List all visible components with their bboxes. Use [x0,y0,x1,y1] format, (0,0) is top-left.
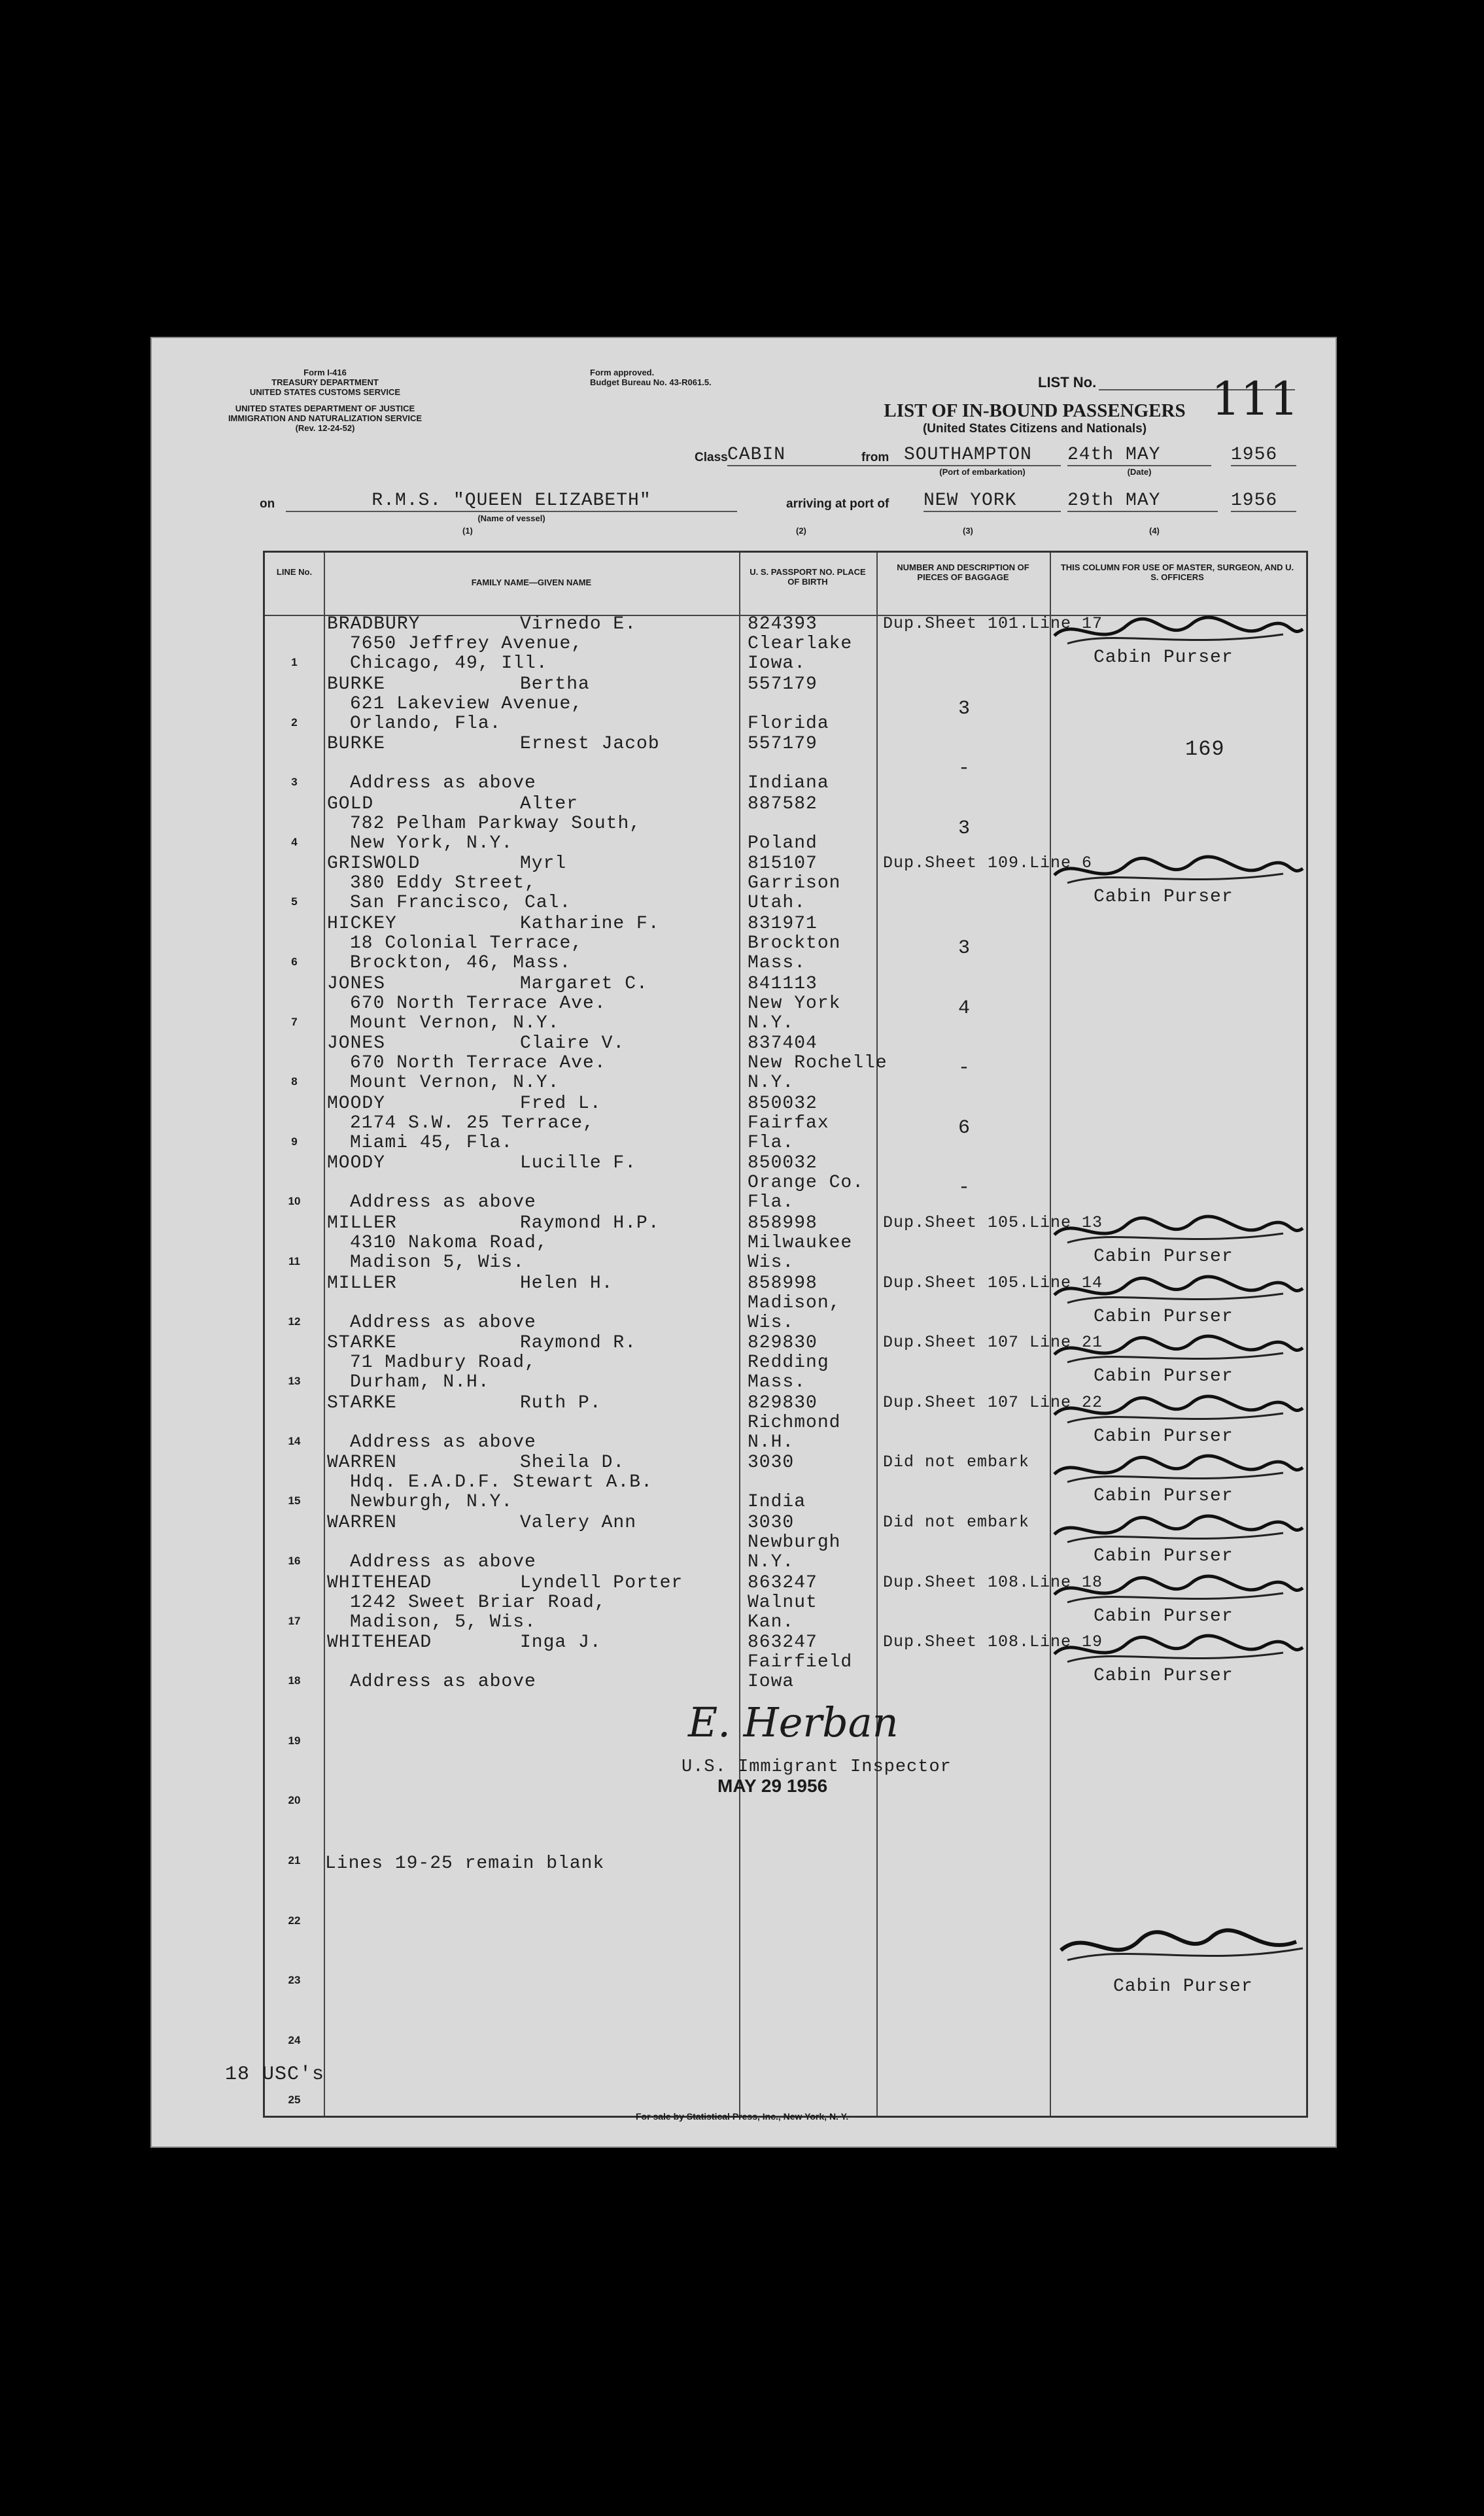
entry-given: Valery Ann [520,1513,637,1533]
entry-birth2: Kan. [748,1611,795,1632]
entry-family: STARKE [327,1392,397,1413]
entry-addr2: Mount Vernon, N.Y. [350,1073,560,1094]
entry-baggage: Did not embark [883,1513,1030,1532]
arrival-date: 29th MAY [1067,491,1218,512]
entry-given: Helen H. [520,1273,613,1294]
entry-baggage: 3 [958,817,971,840]
agency-block [217,368,433,433]
entry-family: GOLD [327,793,374,814]
arrival-port: NEW YORK [923,491,1061,512]
entry-birth1: New Rochelle [748,1053,888,1074]
entry-birth2: Fla. [748,1192,795,1213]
entry-passport: 829830 [748,1392,818,1413]
entry-family: BRADBURY [327,614,421,634]
divider [876,553,878,2116]
entry-baggage: Dup.Sheet 107 Line 21 [883,1333,1103,1353]
entry-addr2: Mount Vernon, N.Y. [350,1012,560,1033]
line-number: 23 [288,1974,301,1987]
entry-addr1: 2174 S.W. 25 Terrace, [350,1112,595,1133]
entry-birth2: Florida [748,713,829,734]
entry-baggage: Dup.Sheet 107 Line 22 [883,1392,1103,1412]
entry-family: WARREN [327,1513,397,1533]
entry-given: Virnedo E. [520,614,637,634]
line-number: 18 [288,1674,301,1687]
class-label: Class [695,451,728,464]
entry-baggage: - [958,757,971,780]
entry-baggage: Dup.Sheet 105.Line 13 [883,1213,1103,1232]
line-number: 2 [291,715,298,729]
entry-baggage: 6 [958,1116,971,1139]
entry-birth2: Mass. [748,1372,806,1393]
date-caption: (Date) [1127,467,1152,477]
entry-family: WHITEHEAD [327,1632,432,1653]
entry-baggage: 3 [958,697,971,720]
line-number: 5 [291,895,298,908]
class-value: CABIN [727,445,910,466]
entry-given: Lucille F. [520,1153,637,1174]
entry-family: HICKEY [327,914,397,934]
entry-birth2: N.H. [748,1432,795,1453]
line-number: 19 [288,1734,301,1747]
cabin-purser-label: Cabin Purser [1094,1486,1234,1507]
divider [739,553,740,2116]
count-note: 169 [1185,737,1225,761]
entry-passport: 557179 [748,734,818,755]
on-label: on [260,497,275,511]
entry-passport: 850032 [748,1093,818,1114]
entry-addr2: Address as above [350,773,536,794]
entry-addr1: 670 North Terrace Ave. [350,993,606,1014]
entry-birth1: Fairfax [748,1112,829,1133]
col-num-2: (2) [796,526,806,536]
entry-family: WHITEHEAD [327,1572,432,1593]
entry-given: Margaret C. [520,973,648,994]
entry-birth2: Mass. [748,953,806,973]
entry-given: Inga J. [520,1632,602,1653]
entry-baggage: Dup.Sheet 105.Line 14 [883,1273,1103,1292]
line-number: 14 [288,1434,301,1447]
from-label: from [861,451,889,464]
ins-service: IMMIGRATION AND NATURALIZATION SERVICE [228,413,423,423]
line-number: 4 [291,835,298,848]
entry-addr2: Durham, N.H. [350,1372,490,1393]
cabin-purser-label: Cabin Purser [1094,647,1234,668]
entry-birth1: Newburgh [748,1532,841,1553]
entry-given: Sheila D. [520,1453,625,1473]
entry-addr2: Chicago, 49, Ill. [350,653,548,674]
line-number: 20 [288,1794,301,1807]
entry-addr2: Address as above [350,1312,536,1333]
entry-given: Ruth P. [520,1392,602,1413]
entry-baggage: Did not embark [883,1453,1030,1472]
col-num-4: (4) [1149,526,1160,536]
entry-family: BURKE [327,734,386,755]
entry-addr2: New York, N.Y. [350,833,513,853]
cabin-purser-label: Cabin Purser [1094,1666,1234,1687]
line-number: 6 [291,956,298,968]
entry-passport: 863247 [748,1632,818,1653]
entry-baggage: 4 [958,997,971,1020]
entry-addr2: Orlando, Fla. [350,713,502,734]
depart-date: 24th MAY [1067,445,1211,466]
entry-addr1: 621 Lakeview Avenue, [350,693,583,714]
entry-birth1: Redding [748,1353,829,1373]
entry-addr2: Miami 45, Fla. [350,1132,513,1153]
entry-addr2: Address as above [350,1432,536,1453]
entry-passport: 3030 [748,1513,795,1533]
line-number: 24 [288,2033,301,2046]
vessel-caption: (Name of vessel) [477,513,545,523]
entry-addr2: Madison, 5, Wis. [350,1611,536,1632]
entry-baggage: Dup.Sheet 108.Line 18 [883,1572,1103,1592]
entry-birth1: Walnut [748,1592,818,1613]
entry-birth2: Iowa. [748,653,806,674]
form-number: Form I-416 [303,368,347,377]
entry-given: Claire V. [520,1033,625,1054]
blank-lines-note: Lines 19-25 remain blank [325,1853,605,1874]
entry-addr1: 71 Madbury Road, [350,1353,536,1373]
line-number: 12 [288,1315,301,1328]
cabin-purser-label: Cabin Purser [1094,1546,1234,1566]
line-number: 13 [288,1375,301,1388]
col-header-baggage: NUMBER AND DESCRIPTION OF PIECES OF BAGGAGE [897,562,1029,582]
list-no-label: LIST No. [1038,374,1097,390]
entry-baggage: - [958,1177,971,1199]
from-port: SOUTHAMPTON [904,445,1061,466]
line-number: 15 [288,1494,301,1508]
entry-family: GRISWOLD [327,853,421,874]
entry-passport: 841113 [748,973,818,994]
col-header-name: FAMILY NAME—GIVEN NAME [471,577,592,587]
entry-family: WARREN [327,1453,397,1473]
vessel-name: R.M.S. "QUEEN ELIZABETH" [286,491,737,512]
entry-passport: 824393 [748,614,818,634]
entry-birth1: Garrison [748,873,841,894]
line-number: 17 [288,1614,301,1627]
customs-service: UNITED STATES CUSTOMS SERVICE [249,387,401,397]
cabin-purser-label: Cabin Purser [1113,1976,1253,1997]
entry-addr1: 1242 Sweet Briar Road, [350,1592,606,1613]
entry-family: BURKE [327,674,386,695]
depart-year: 1956 [1231,445,1296,466]
line-number: 1 [291,656,298,668]
line-number: 10 [288,1195,301,1208]
entry-birth1: Richmond [748,1412,841,1433]
line-number: 22 [288,1914,301,1927]
entry-family: MILLER [327,1273,397,1294]
entry-addr2: Brockton, 46, Mass. [350,953,572,973]
entry-given: Lyndell Porter [520,1572,683,1593]
entry-birth1: Brockton [748,933,841,954]
entry-baggage: Dup.Sheet 101.Line 17 [883,614,1103,633]
stamp-date: MAY 29 1956 [717,1776,828,1796]
line-number: 21 [288,1854,301,1867]
entry-baggage: Dup.Sheet 109.Line 6 [883,853,1093,873]
cabin-purser-label: Cabin Purser [1094,1306,1234,1327]
entry-given: Ernest Jacob [520,734,660,755]
entry-birth2: India [748,1492,806,1513]
entry-family: MILLER [327,1213,397,1233]
entry-family: MOODY [327,1153,386,1174]
entry-birth1: Madison, [748,1292,841,1313]
entry-baggage: Dup.Sheet 108.Line 19 [883,1632,1103,1652]
port-caption: (Port of embarkation) [939,467,1026,477]
entry-addr1: 782 Pelham Parkway South, [350,813,642,834]
entry-given: Bertha [520,674,590,695]
entry-family: JONES [327,973,386,994]
col-num-3: (3) [963,526,973,536]
entry-baggage: 3 [958,937,971,959]
line-number: 16 [288,1555,301,1567]
arrival-year: 1956 [1231,491,1296,512]
line-number: 7 [291,1015,298,1028]
entry-passport: 831971 [748,914,818,934]
entry-passport: 557179 [748,674,818,695]
col-num-1: (1) [462,526,473,536]
line-number: 11 [288,1255,300,1267]
entry-passport: 858998 [748,1273,818,1294]
cabin-purser-label: Cabin Purser [1094,1366,1234,1387]
entry-passport: 829830 [748,1333,818,1354]
revision: (Rev. 12-24-52) [295,423,355,433]
col-header-passport: U. S. PASSPORT NO. PLACE OF BIRTH [750,567,866,587]
entry-addr1: 4310 Nakoma Road, [350,1233,548,1253]
inspector-signature: E. Herban [688,1698,899,1746]
entry-baggage: - [958,1057,971,1080]
entry-birth1: New York [748,993,841,1014]
usc-note: 18 USC's [225,2063,325,2086]
entry-given: Myrl [520,853,567,874]
cabin-purser-label: Cabin Purser [1094,887,1234,908]
line-number: 9 [291,1135,298,1148]
entry-birth2: Indiana [748,773,829,794]
entry-passport: 850032 [748,1153,818,1174]
cabin-purser-label: Cabin Purser [1094,1606,1234,1627]
entry-birth2: Wis. [748,1312,795,1333]
entry-birth2: N.Y. [748,1552,795,1572]
entry-addr1: 670 North Terrace Ave. [350,1053,606,1074]
entry-passport: 837404 [748,1033,818,1054]
entry-addr2: San Francisco, Cal. [350,893,572,914]
justice-dept: UNITED STATES DEPARTMENT OF JUSTICE [235,404,415,413]
entry-addr1: 7650 Jeffrey Avenue, [350,634,583,654]
cabin-purser-label: Cabin Purser [1094,1426,1234,1447]
entry-birth1: Orange Co. [748,1173,865,1194]
entry-given: Raymond H.P. [520,1213,660,1233]
entry-addr2: Newburgh, N.Y. [350,1492,513,1513]
entry-birth2: Poland [748,833,818,853]
divider [324,553,325,2116]
entry-family: STARKE [327,1333,397,1354]
entry-addr1: Hdq. E.A.D.F. Stewart A.B. [350,1472,653,1493]
entry-birth1: Milwaukee [748,1233,853,1253]
entry-passport: 858998 [748,1213,818,1233]
line-number: 3 [291,776,298,789]
approval-block: Form approved. Budget Bureau No. 43-R061.5. [590,368,712,387]
printer-credit: For sale by Statistical Press, Inc., New York, N. Y. [636,2111,849,2122]
page-title: LIST OF IN-BOUND PASSENGERS (United States Citizens and Nationals) [884,400,1186,436]
col-header-officers: THIS COLUMN FOR USE OF MASTER, SURGEON, AND U. S. OFFICERS [1060,562,1294,582]
entry-birth2: Wis. [748,1252,795,1273]
entry-addr1: 18 Colonial Terrace, [350,933,583,954]
entry-given: Fred L. [520,1093,602,1114]
entry-passport: 815107 [748,853,818,874]
passenger-manifest-page [150,337,1337,2148]
inspector-title: U.S. Immigrant Inspector [682,1757,952,1777]
purser-signature [1054,1921,1316,1976]
line-number: 8 [291,1075,298,1088]
entry-family: MOODY [327,1093,386,1114]
entry-birth2: Iowa [748,1672,795,1693]
arriving-label: arriving at port of [786,497,889,511]
entry-addr2: Address as above [350,1672,536,1693]
col-header-line: LINE No. [276,567,313,577]
entry-birth1: Clearlake [748,634,853,654]
entry-passport: 863247 [748,1572,818,1593]
entry-birth1: Fairfield [748,1652,853,1673]
entry-addr2: Madison 5, Wis. [350,1252,525,1273]
list-number: 111 [1211,372,1299,426]
entry-birth2: N.Y. [748,1073,795,1094]
entry-passport: 887582 [748,793,818,814]
entry-family: JONES [327,1033,386,1054]
entry-given: Katharine F. [520,914,660,934]
entry-addr2: Address as above [350,1552,536,1572]
cabin-purser-label: Cabin Purser [1094,1247,1234,1267]
entry-addr1: 380 Eddy Street, [350,873,536,894]
entry-given: Raymond R. [520,1333,637,1354]
entry-birth2: Fla. [748,1132,795,1153]
treasury-dept: TREASURY DEPARTMENT [271,377,379,387]
line-number: 25 [288,2094,301,2107]
entry-birth2: Utah. [748,893,806,914]
entry-birth2: N.Y. [748,1012,795,1033]
entry-addr2: Address as above [350,1192,536,1213]
entry-passport: 3030 [748,1453,795,1473]
entry-given: Alter [520,793,579,814]
